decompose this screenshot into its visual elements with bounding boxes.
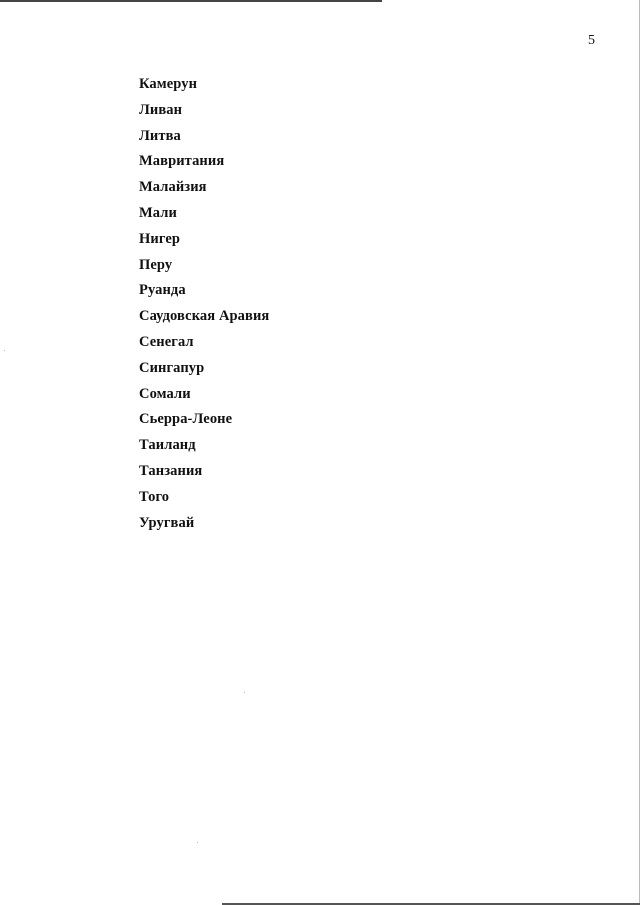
list-item: Танзания: [139, 462, 203, 479]
country-list: [139, 73, 269, 537]
scan-speck: [4, 350, 5, 351]
list-item: Малайзия: [139, 179, 207, 196]
list-item: Камерун: [139, 76, 198, 92]
list-item: Сенегал: [139, 333, 194, 350]
scan-speck: [197, 842, 198, 843]
list-item: Сингапур: [139, 359, 205, 376]
list-item: Таиланд: [139, 437, 196, 454]
page-number: 5: [588, 33, 595, 48]
list-item: Сомали: [139, 385, 191, 402]
list-item: Того: [139, 488, 170, 505]
list-item: Саудовская Аравия: [139, 308, 270, 325]
list-item: Руанда: [139, 282, 186, 299]
list-item: Уругвай: [139, 514, 195, 531]
list-item: Перу: [139, 256, 173, 273]
list-item: Сьерра-Леоне: [139, 411, 233, 428]
scan-edge-top: [0, 0, 382, 2]
scan-speck: [244, 692, 245, 693]
list-item: Нигер: [139, 230, 181, 247]
list-item: Мавритания: [139, 153, 225, 170]
list-item: Ливан: [139, 101, 183, 118]
list-item: Литва: [139, 127, 181, 144]
list-item: Мали: [139, 204, 177, 221]
